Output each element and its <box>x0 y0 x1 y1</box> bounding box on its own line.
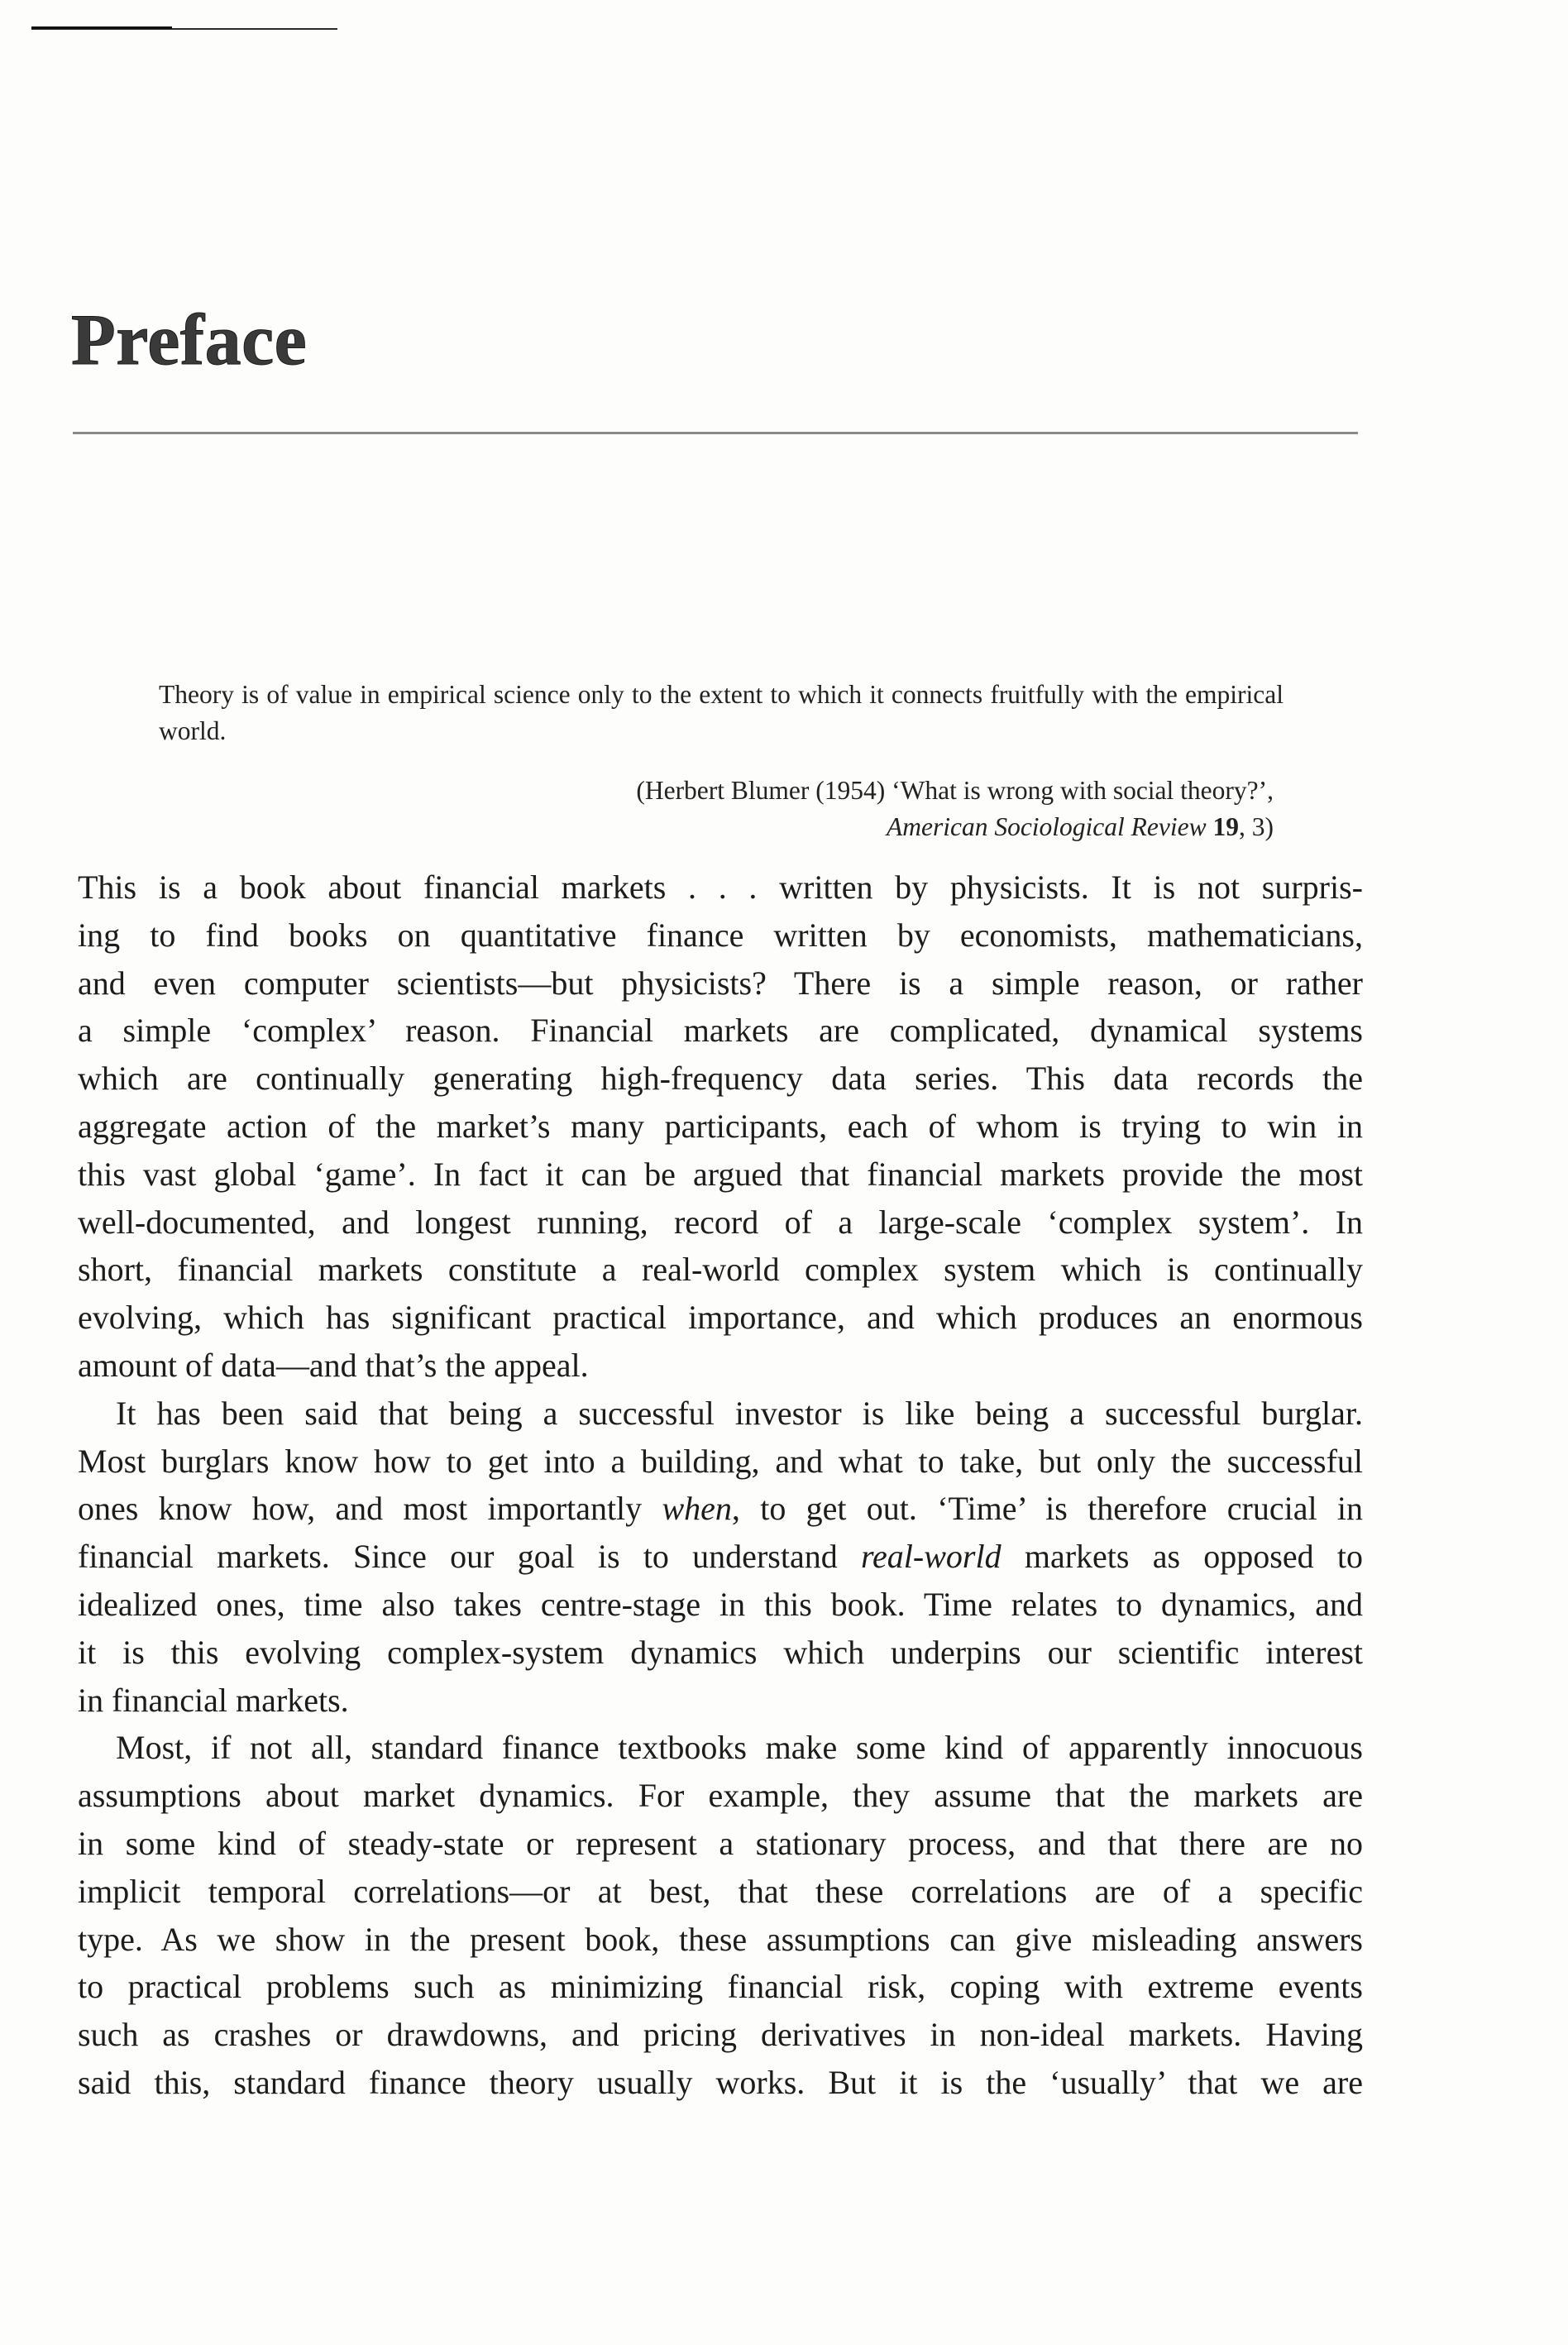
paragraph-line: ing to find books on quantitative finance written by economists, mathematicians, <box>78 916 1363 954</box>
paragraph-line: a simple ‘complex’ reason. Financial markets are complicated, dynamical systems <box>78 1012 1363 1050</box>
paragraph-line: said this, standard finance theory usually works. But it is the ‘usually’ that we are <box>78 2063 1363 2101</box>
paragraph-line: idealized ones, time also takes centre-stage in this book. Time relates to dynamics, and <box>78 1585 1363 1623</box>
text-run: , to get out. ‘Time’ is therefore crucial in <box>731 1490 1363 1528</box>
paragraph-line: Most, if not all, standard finance textbooks make some kind of apparently innocuous <box>116 1729 1363 1767</box>
title-divider <box>73 432 1358 434</box>
paragraph-line: in financial markets. <box>78 1681 349 1719</box>
epigraph-source-author: (Herbert Blumer (1954) ‘What is wrong with social theory?’, <box>636 776 1274 805</box>
paragraph-line: Most burglars know how to get into a building, and what to take, but only the successful <box>78 1442 1363 1480</box>
paragraph-line: such as crashes or drawdowns, and pricing derivatives in non-ideal markets. Having <box>78 2016 1363 2054</box>
paragraph-2 <box>78 1390 1363 1725</box>
paragraph-line: it is this evolving complex-system dynamics which underpins our scientific interest <box>78 1633 1363 1671</box>
paragraph-line: amount of data—and that’s the appeal. <box>78 1346 589 1384</box>
paragraph-line <box>78 1533 1363 1581</box>
paragraph-line: implicit temporal correlations—or at best, that these correlations are of a specific <box>78 1872 1363 1910</box>
paragraph-line: well-documented, and longest running, record of a large-scale ‘complex system’. In <box>78 1203 1363 1241</box>
body-text <box>78 864 1363 2107</box>
text-run: markets as opposed to <box>1001 1538 1363 1576</box>
paragraph-1 <box>78 864 1363 1390</box>
paragraph-line <box>78 1485 1363 1533</box>
paragraph-line: aggregate action of the market’s many participants, each of whom is trying to win in <box>78 1107 1363 1145</box>
epigraph-source-citation <box>159 809 1274 845</box>
paragraph-line: evolving, which has significant practical importance, and which produces an enormous <box>78 1299 1363 1337</box>
chapter-title: Preface <box>71 300 308 380</box>
epigraph-source <box>159 773 1284 845</box>
emphasis-real-world: real-world <box>860 1538 1002 1576</box>
paragraph-line: This is a book about financial markets . . . written by physicists. It is not surpris- <box>78 869 1363 906</box>
paragraph-line: to practical problems such as minimizing financial risk, coping with extreme events <box>78 1968 1363 2006</box>
header-rule-accent <box>31 26 172 29</box>
text-run: ones know how, and most importantly <box>78 1490 662 1528</box>
text-run: financial markets. Since our goal is to understand <box>78 1538 861 1576</box>
paragraph-line: which are continually generating high-frequency data series. This data records the <box>78 1060 1363 1098</box>
paragraph-line: and even computer scientists—but physicists? There is a simple reason, or rather <box>78 964 1363 1002</box>
emphasis-when: when <box>662 1490 732 1528</box>
paragraph-line: in some kind of steady-state or represent a stationary process, and that there are no <box>78 1824 1363 1862</box>
paragraph-line: assumptions about market dynamics. For example, they assume that the markets are <box>78 1777 1363 1815</box>
epigraph-volume: 19 <box>1212 812 1239 841</box>
paragraph-line: short, financial markets constitute a real-world complex system which is continually <box>78 1251 1363 1289</box>
paragraph-line: It has been said that being a successful investor is like being a successful burglar. <box>116 1394 1363 1432</box>
epigraph <box>159 677 1284 845</box>
epigraph-quote: Theory is of value in empirical science only to the extent to which it connects fruitfully with the empirical world. <box>159 680 1284 745</box>
epigraph-page: , 3) <box>1239 812 1274 841</box>
paragraph-3 <box>78 1724 1363 2106</box>
epigraph-journal: American Sociological Review <box>886 812 1207 841</box>
paragraph-line: this vast global ‘game’. In fact it can be argued that financial markets provide the most <box>78 1155 1363 1193</box>
paragraph-line: type. As we show in the present book, these assumptions can give misleading answers <box>78 1920 1363 1958</box>
